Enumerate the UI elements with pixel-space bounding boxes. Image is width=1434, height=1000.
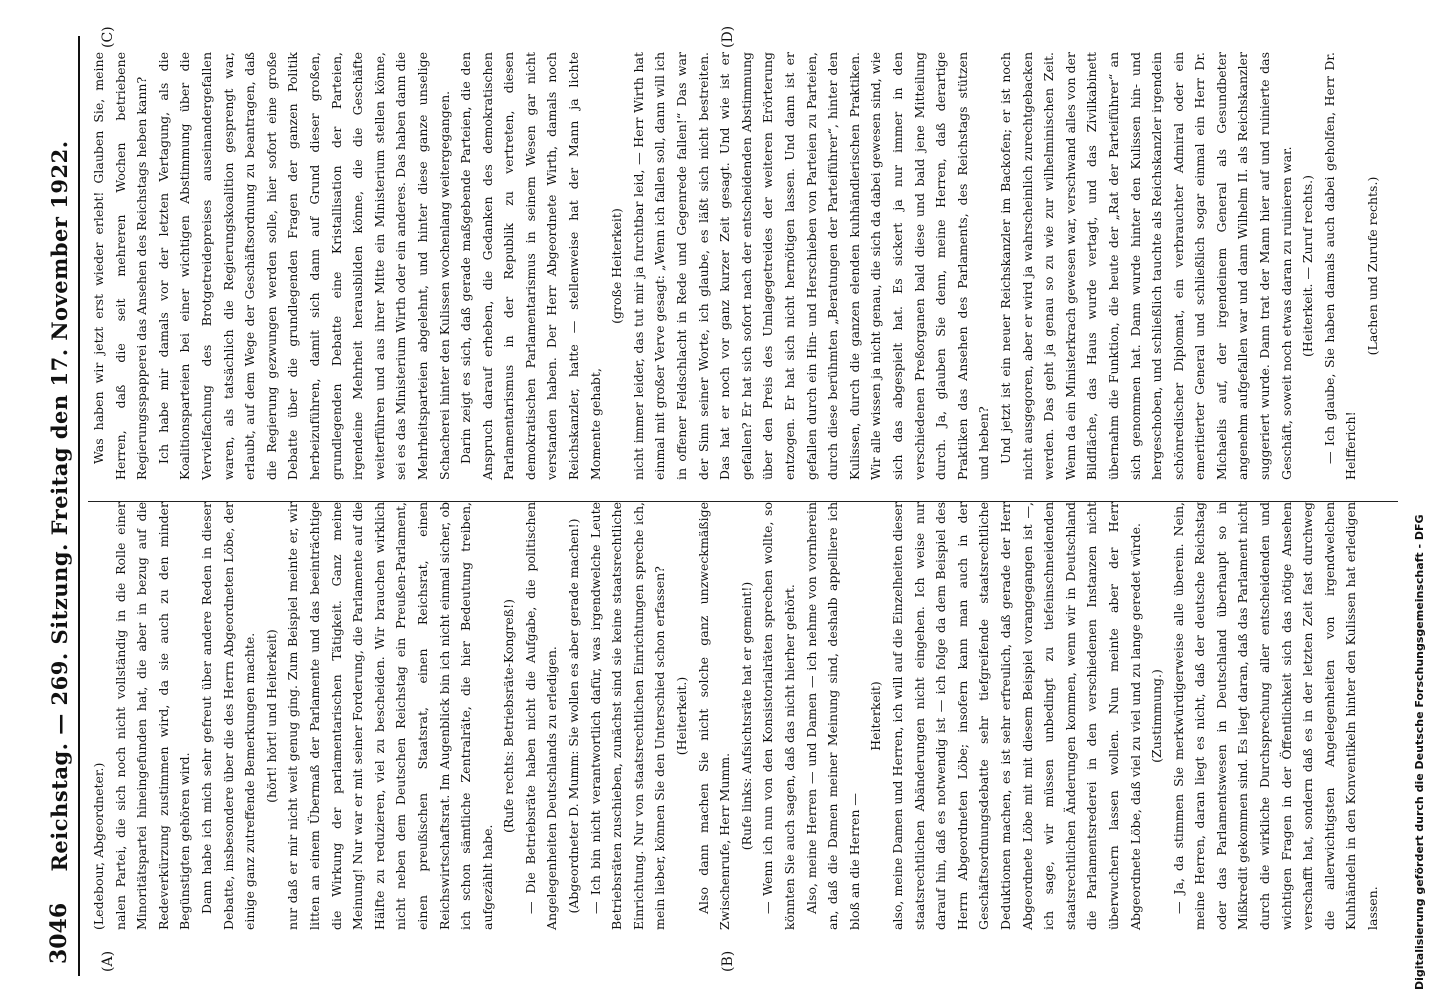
page-number: 3046 <box>46 902 72 964</box>
paragraph: (Ledebour, Abgeordneter.) <box>91 762 106 930</box>
interjection: (Rufe rechts: Betriebsräte-Kongreß!) <box>501 598 517 834</box>
paragraph: Ich habe mir damals vor der letzten Vertagung, als die Koalitionsparteien bei einer wichtigen Abstimmung über die Vervielfachung des Brotgetreidepreises auseinandergefallen waren, als tatsächlich die Regierungskoalition gesprengt war, erlaubt, auf dem Wege der Geschäftsordnung zu beantragen, daß die Regierung gezwungen werden solle, hier sofort eine große Debatte über die grundlegenden Fragen der ganzen Politik herbeizuführen, damit sich dann auf Grund dieser großen, grundlegenden Debatte eine Kristallisation der Parteien, irgendeine Mehrheit herausbilden könne, die die Geschäfte weiterführen und aus ihrer Mitte ein Ministerium stellen könne, sei es das Ministerium Wirth oder ein anderes. Das haben dann die Mehrheitsparteien abgelehnt, und hinter diese ganze unselige Schacherei hinter den Kulissen wochenlang weitergegangen. <box>155 52 452 480</box>
paragraph: — Die Betriebsräte haben nicht die Aufgabe, die politischen Angelegenheiten Deutschlands zu erledigen. <box>522 502 560 930</box>
paragraph: — Ja, da stimmen Sie merkwürdigerweise alle überein. Nein, meine Herren, daran liegt es nicht, daß der deutsche Reichstag oder das Parlamentswesen in Deutschland überhaupt so in Mißkredit gekommen sind. Es liegt daran, daß das Parlament nicht durch die wirkliche Durchsprechung aller entscheidenden und wichtigen Fragen in der Öffentlichkeit sich das nötige Ansehen verschafft hat, sondern daß es in der letzten Zeit fast durchweg die allerwichtigsten Angelegenheiten von irgendwelchen Kuhhändeln in den Konventikeln hinter den Kulissen hat erledigen lassen. <box>1170 502 1381 930</box>
margin-mark-a: (A) <box>100 950 116 972</box>
page-title: Reichstag. — 269. Sitzung. Freitag den 17. November 1922. <box>47 140 72 872</box>
paragraph: Also, meine Herren — und Damen — ich nehme von vornherein an, daß die Damen meiner Meinung sind, deshalb appelliere ich bloß an die Herren — <box>803 502 862 930</box>
paragraph: Was haben wir jetzt erst wieder erlebt! Glauben Sie, meine Herren, daß die seit mehreren Wochen betriebene Regierungsspapperei das Ansehen des Reichstags heben kann? <box>91 52 150 480</box>
paragraph: nalen Partei, die sich noch nicht vollständig in die Rolle einer Minoritätspartei hineingefunden hat, die aber in bezug auf die Redeverkürzung zustimmen wird, da sie auch zu den minder Begünstigten gehören wird. <box>112 502 193 930</box>
paragraph: — Ich glaube, Sie haben damals auch dabei geholfen, Herr Dr. Helfferich! <box>1321 52 1359 480</box>
digitization-note: Digitalisierung gefördert durch die Deutsche Forschungsgemeinschaft - DFG <box>1413 514 1426 990</box>
interjection: (Heiterkeit. — Zuruf rechts.) <box>1300 174 1316 358</box>
margin-mark-b: (B) <box>720 950 736 972</box>
column-separator <box>88 501 1398 502</box>
interjection: (große Heiterkeit) <box>609 208 625 324</box>
right-column <box>88 52 1384 480</box>
left-column <box>88 502 1384 930</box>
interjection: (Heiterkeit.) <box>674 676 690 756</box>
paragraph: nur daß er mir nicht weit genug ging. Zum Beispiel meinte er, wir litten an einem Übermaß der Parlamente und das beeinträchtige die Wirkung der parlamentarischen Tätigkeit. Ganz meine Meinung! Nur war er mit seiner Forderung, die Parlamente auf die Hälfte zu reduzieren, viel zu bescheiden. Wir brauchen wirklich nicht neben dem Deutschen Reichstag ein Preußen-Parlament, einen preußischen Staatsrat, einen Reichsrat, einen Reichswirtschaftsrat. Im Augenblick bin ich nicht einmal sicher, ob ich schon sämtliche Zentralräte, die hier Bedeutung treiben, aufgezählt habe. <box>285 502 495 930</box>
interjection: (Abgeordneter D. Mumm: Sie wollen es aber gerade machen!) <box>566 518 582 914</box>
margin-mark-c: (C) <box>100 26 116 48</box>
paragraph: Darin zeigt es sich, daß gerade maßgebende Parteien, die den Anspruch darauf erheben, die Gedanken des demokratischen Parlamentarismus in der Republik zu vertreten, diesen demokratischen Parlamentarismus in seinem Wesen gar nicht verstanden haben. Der Herr Abgeordnete Wirth, damals noch Reichskanzler, hatte — stellenweise hat der Mann ja lichte Momente gehabt, <box>458 52 603 480</box>
paragraph: — Wenn ich nun von den Konsistorialräten sprechen wollte, so könnten Sie auch sagen, daß das nicht hierher gehört. <box>760 502 797 930</box>
page-header <box>40 36 80 976</box>
paragraph: also, meine Damen und Herren, ich will auf die Einzelheiten dieser staatsrechtlichen Abänderungen nicht eingehen. Ich weise nur darauf hin, daß es notwendig ist — ich folge da dem Beispiel des Herrn Abgeordneten Löbe; insofern kann man auch in der Geschäftsordnungsdebatte sehr tiefgreifende staatsrechtliche Deduktionen machen, es ist sehr erfreulich, daß gerade der Herr Abgeordnete Löbe mit mit diesem Beispiel vorangegangen ist —, ich sage, wir müssen unbedingt zu tiefeinschneidenden staatsrechtlichen Änderungen kommen, wenn wir in Deutschland die Parlamentsrederei in den verschiedenen Instanzen nicht überwuchern lassen wollen. Nun meinte aber der Herr Abgeordnete Löbe, daß viel zu viel und zu lange geredet würde. <box>889 502 1143 930</box>
interjection: (Rufe links: Aufsichtsräte hat er gemeint!) <box>738 581 754 851</box>
interjection: (Lachen und Zurufe rechts.) <box>1365 176 1381 356</box>
interjection: (hört! hört! und Heiterkeit) <box>263 629 279 803</box>
paragraph: — Ich bin nicht verantwortlich dafür, was irgendwelche Leute Betriebsräten zuschieben, zunächst sind sie keine staatsrechtliche Einrichtung. Nur von staatsrechtlichen Einrichtungen spreche ich, mein lieber, können Sie den Unterschied schon erfassen? <box>587 502 668 930</box>
interjection: Heiterkeit) <box>868 681 884 751</box>
margin-mark-d: (D) <box>720 25 736 48</box>
interjection: (Zustimmung.) <box>1149 669 1165 763</box>
digitization-strip <box>1405 10 1434 990</box>
paragraph: Und jetzt ist ein neuer Reichskanzler im Backofen; er ist noch nicht ausgegoren, aber er wird ja wahrscheinlich zurechtgebacken werden. Das geht ja genau so zu wie zur wilhelminischen Zeit. Wenn da ein Ministerkrach gewesen war, verschwand alles von der Bildfläche, das Haus wurde vertagt, und das Zivilkabinett übernahm die Funktion, die heute der „Rat der Parteiführer“ an sich genommen hat. Dann wurde hinter den Kulissen hin- und hergeschoben, und schließlich tauchte als Reichskanzler irgendein schönredischer Diplomat, ein verbrauchter Admiral oder ein emeritierter General und schließlich sogar einmal ein Herr Dr. Michaelis auf, der irgendeinem General als Gesundbeter angenehm aufgefallen war und dann Wilhelm II. als Reichskanzler suggeriert wurde. Dann trat der Mann hier auf und ruinierte das Geschäft, soweit noch etwas daran zu ruinieren war. <box>997 52 1294 480</box>
paragraph: Also dann machen Sie nicht solche ganz unzweckmäßige Zwischenrufe, Herr Mumm. <box>695 502 733 930</box>
paragraph: Dann habe ich mich sehr gefreut über andere Reden in dieser Debatte, insbesondere über die des Herrn Abgeordneten Löbe, der einige ganz zutreffende Bemerkungen machte. <box>198 502 258 930</box>
paragraph: nicht immer leider, das tut mir ja furchtbar leid, — Herr Wirth hat einmal mit großer Verve gesagt: „Wenn ich fallen soll, dann will ich in offener Feldschlacht in Rede und Gegenrede fallen!“ Das war der Sinn seiner Worte, ich glaube, es läßt sich nicht bestreiten. Das hat er noch vor ganz kurzer Zeit gesagt. Und wie ist er gefallen? Er hat sich sofort nach der entscheidenden Abstimmung über den Preis des Umlagegetreides der weiteren Erörterung entzogen. Er hat sich nicht hernötigen lassen. Und dann ist er gefallen durch ein Hin- und Herschieben von Parteien zu Parteien, durch diese berühmten „Beratungen der Parteiführer“, hinter den Kulissen, durch die ganzen elenden kuhhändlerischen Praktiken. Wir alle wissen ja nicht genau, die sich da dabei gewesen sind, wie sich das abgespielt hat. Es sickert ja nur immer in den verschiedenen Preßorganen bald diese und bald jene Mitteilung durch. Ja, glauben Sie denn, meine Herren, daß derartige Praktiken das Ansehen des Parlaments, des Reichstags stützen und heben? <box>630 52 992 480</box>
